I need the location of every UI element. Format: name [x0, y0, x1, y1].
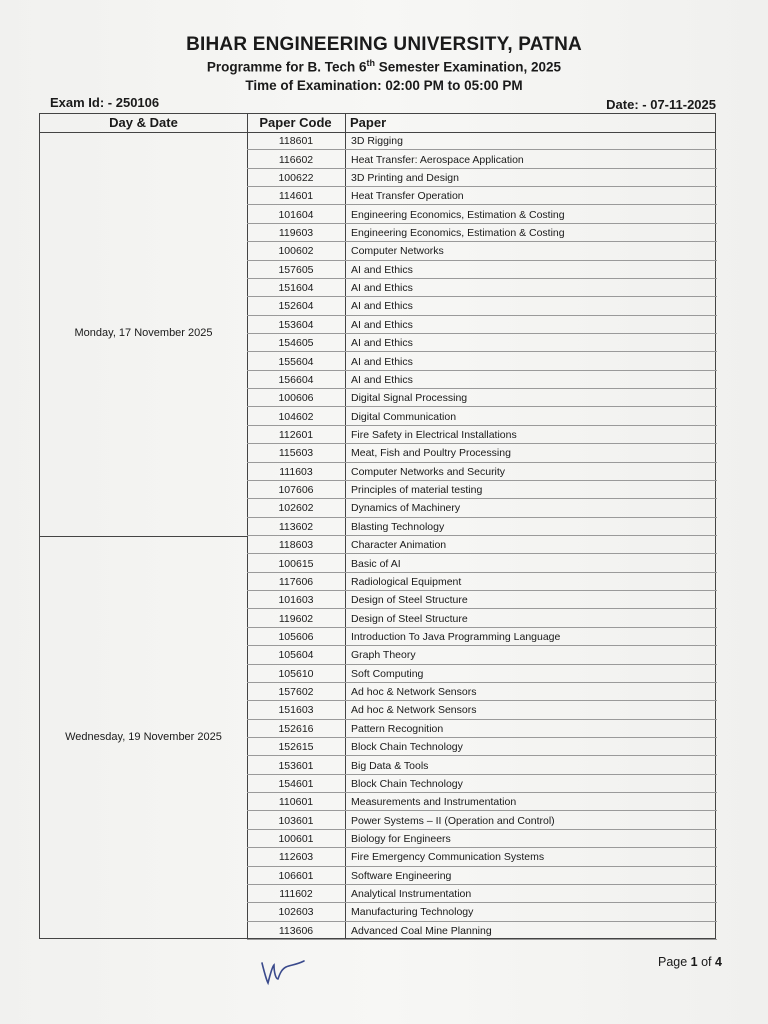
paper-code: 113606: [278, 924, 314, 937]
paper-code: 105610: [278, 667, 314, 680]
programme-suffix: Semester Examination, 2025: [374, 59, 562, 75]
paper-code: 100622: [278, 171, 314, 184]
paper-code: 153604: [278, 318, 314, 331]
paper-code: 100615: [278, 557, 314, 570]
paper-name: Biology for Engineers: [351, 832, 451, 845]
table-row: [247, 261, 717, 279]
paper-name: Introduction To Java Programming Language: [351, 630, 561, 643]
table-row: [247, 518, 717, 536]
table-row: [247, 720, 717, 738]
page-total: 4: [715, 955, 722, 969]
table-row: [247, 499, 717, 517]
header-paper: Paper: [350, 115, 387, 130]
paper-name: Graph Theory: [351, 649, 416, 662]
programme-prefix: Programme for B. Tech 6: [206, 59, 367, 75]
paper-code: 104602: [278, 410, 314, 423]
paper-code: 116602: [278, 153, 314, 166]
paper-name: Digital Signal Processing: [351, 392, 468, 405]
table-row: [247, 848, 717, 866]
paper-name: 3D Rigging: [351, 135, 403, 148]
paper-name: Manufacturing Technology: [351, 906, 474, 919]
table-row: [247, 830, 717, 848]
table-row: [247, 683, 717, 701]
paper-code: 151604: [278, 282, 314, 295]
day-date-cell: Monday, 17 November 2025: [74, 327, 213, 339]
table-row: [247, 646, 717, 664]
paper-name: Measurements and Instrumentation: [351, 796, 517, 809]
table-row: [247, 554, 717, 572]
table-row: [247, 922, 717, 940]
paper-code: 113602: [278, 520, 314, 533]
paper-name: Engineering Economics, Estimation & Costing: [351, 208, 565, 221]
paper-name: AI and Ethics: [351, 300, 413, 313]
exam-id: Exam Id: - 250106: [50, 95, 160, 110]
day-date-cell: Wednesday, 19 November 2025: [65, 731, 222, 743]
table-row: [247, 738, 717, 756]
paper-name: Basic of AI: [351, 557, 401, 570]
paper-code: 101604: [278, 208, 314, 221]
table-row: [247, 352, 717, 370]
table-row: [247, 867, 717, 885]
paper-code: 152604: [278, 300, 314, 313]
paper-name: Radiological Equipment: [351, 575, 462, 588]
paper-code: 105606: [278, 630, 314, 643]
table-row: [247, 536, 717, 554]
schedule-table: [39, 113, 716, 939]
table-row: [247, 187, 717, 205]
paper-name: Advanced Coal Mine Planning: [351, 924, 492, 937]
table-row: [247, 316, 717, 334]
table-row: [247, 224, 717, 242]
signature: [258, 955, 310, 992]
paper-code: 155604: [278, 355, 314, 368]
paper-name: AI and Ethics: [351, 282, 413, 295]
paper-code: 112601: [278, 428, 314, 441]
paper-code: 154601: [278, 777, 314, 790]
paper-code: 157602: [278, 686, 314, 699]
paper-code: 153601: [278, 759, 314, 772]
paper-name: AI and Ethics: [351, 263, 413, 276]
table-row: [247, 371, 717, 389]
table-row: [247, 793, 717, 811]
paper-name: AI and Ethics: [351, 337, 413, 350]
paper-name: Fire Emergency Communication Systems: [351, 851, 545, 864]
paper-name: Power Systems – II (Operation and Control): [351, 814, 555, 827]
paper-name: Computer Networks: [351, 245, 444, 258]
signature-mark: [258, 955, 310, 987]
table-row: [247, 481, 717, 499]
table-row: [247, 701, 717, 719]
paper-code: 105604: [278, 649, 314, 662]
paper-code: 151603: [278, 704, 314, 717]
paper-code: 115603: [278, 447, 314, 460]
paper-name: Block Chain Technology: [351, 741, 463, 754]
paper-name: Ad hoc & Network Sensors: [351, 686, 477, 699]
paper-name: Principles of material testing: [351, 484, 483, 497]
paper-name: Meat, Fish and Poultry Processing: [351, 447, 511, 460]
programme-superscript: th: [366, 58, 375, 68]
paper-code: 112603: [278, 851, 314, 864]
table-row: [247, 609, 717, 627]
paper-code: 152616: [278, 722, 314, 735]
table-row: [247, 132, 717, 150]
paper-code: 103601: [278, 814, 314, 827]
paper-code: 157605: [278, 263, 314, 276]
table-row: [247, 573, 717, 591]
table-row: [247, 407, 717, 425]
paper-name: Heat Transfer Operation: [351, 190, 464, 203]
paper-code: 101603: [278, 594, 314, 607]
table-row: [247, 591, 717, 609]
paper-name: Digital Communication: [351, 410, 457, 423]
paper-name: Dynamics of Machinery: [351, 502, 461, 515]
paper-code: 100602: [278, 245, 314, 258]
paper-code: 111602: [279, 888, 313, 901]
page-prefix: Page: [658, 955, 691, 969]
table-row: [247, 775, 717, 793]
paper-code: 102602: [278, 502, 314, 515]
page-number: 1: [690, 955, 698, 969]
paper-code: 119603: [278, 226, 314, 239]
paper-name: Big Data & Tools: [351, 759, 429, 772]
paper-name: Blasting Technology: [351, 520, 445, 533]
page-separator: of: [697, 955, 715, 969]
paper-name: Soft Computing: [351, 667, 424, 680]
paper-code: 156604: [278, 373, 314, 386]
paper-code: 118601: [278, 135, 314, 148]
paper-code: 102603: [278, 906, 314, 919]
table-row: [247, 444, 717, 462]
paper-name: Ad hoc & Network Sensors: [351, 704, 477, 717]
table-row: [247, 665, 717, 683]
paper-name: Engineering Economics, Estimation & Costing: [351, 226, 565, 239]
paper-code: 119602: [278, 612, 314, 625]
table-row: [247, 334, 717, 352]
paper-code: 110601: [278, 796, 314, 809]
day-divider: [40, 536, 247, 537]
paper-name: 3D Printing and Design: [351, 171, 459, 184]
paper-name: Pattern Recognition: [351, 722, 444, 735]
paper-name: Design of Steel Structure: [351, 594, 468, 607]
table-row: [247, 205, 717, 223]
paper-code: 114601: [278, 190, 314, 203]
header-paper-code: Paper Code: [259, 115, 332, 130]
exam-time: Time of Examination: 02:00 PM to 05:00 PM: [245, 78, 523, 93]
paper-name: Software Engineering: [351, 869, 452, 882]
university-title: BIHAR ENGINEERING UNIVERSITY, PATNA: [186, 34, 582, 55]
paper-name: AI and Ethics: [351, 355, 413, 368]
page-indicator: [658, 955, 722, 969]
paper-code: 106601: [278, 869, 314, 882]
paper-code: 154605: [278, 337, 314, 350]
paper-code: 118603: [278, 539, 314, 552]
paper-code: 100601: [278, 832, 314, 845]
paper-name: Fire Safety in Electrical Installations: [351, 428, 517, 441]
paper-code: 152615: [278, 741, 314, 754]
paper-code: 111603: [279, 465, 313, 478]
table-row: [247, 169, 717, 187]
table-row: [247, 279, 717, 297]
programme-line: [0, 58, 768, 75]
table-row: [247, 903, 717, 921]
table-row: [247, 426, 717, 444]
paper-code: 117606: [278, 575, 314, 588]
table-row: [247, 756, 717, 774]
table-row: [247, 628, 717, 646]
paper-name: Analytical Instrumentation: [351, 888, 472, 901]
table-row: [247, 242, 717, 260]
table-row: [247, 297, 717, 315]
table-row: [247, 463, 717, 481]
header-day-date: Day & Date: [109, 115, 178, 130]
paper-name: Computer Networks and Security: [351, 465, 506, 478]
table-header: [40, 114, 715, 133]
table-row: [247, 885, 717, 903]
table-row: [247, 811, 717, 829]
paper-code: 107606: [278, 484, 314, 497]
paper-name: Design of Steel Structure: [351, 612, 468, 625]
paper-name: Heat Transfer: Aerospace Application: [351, 153, 524, 166]
paper-code: 100606: [278, 392, 314, 405]
paper-name: Block Chain Technology: [351, 777, 463, 790]
paper-name: Character Animation: [351, 539, 447, 552]
notice-date: Date: - 07-11-2025: [606, 97, 716, 112]
table-row: [247, 150, 717, 168]
table-row: [247, 389, 717, 407]
paper-name: AI and Ethics: [351, 373, 413, 386]
paper-name: AI and Ethics: [351, 318, 413, 331]
